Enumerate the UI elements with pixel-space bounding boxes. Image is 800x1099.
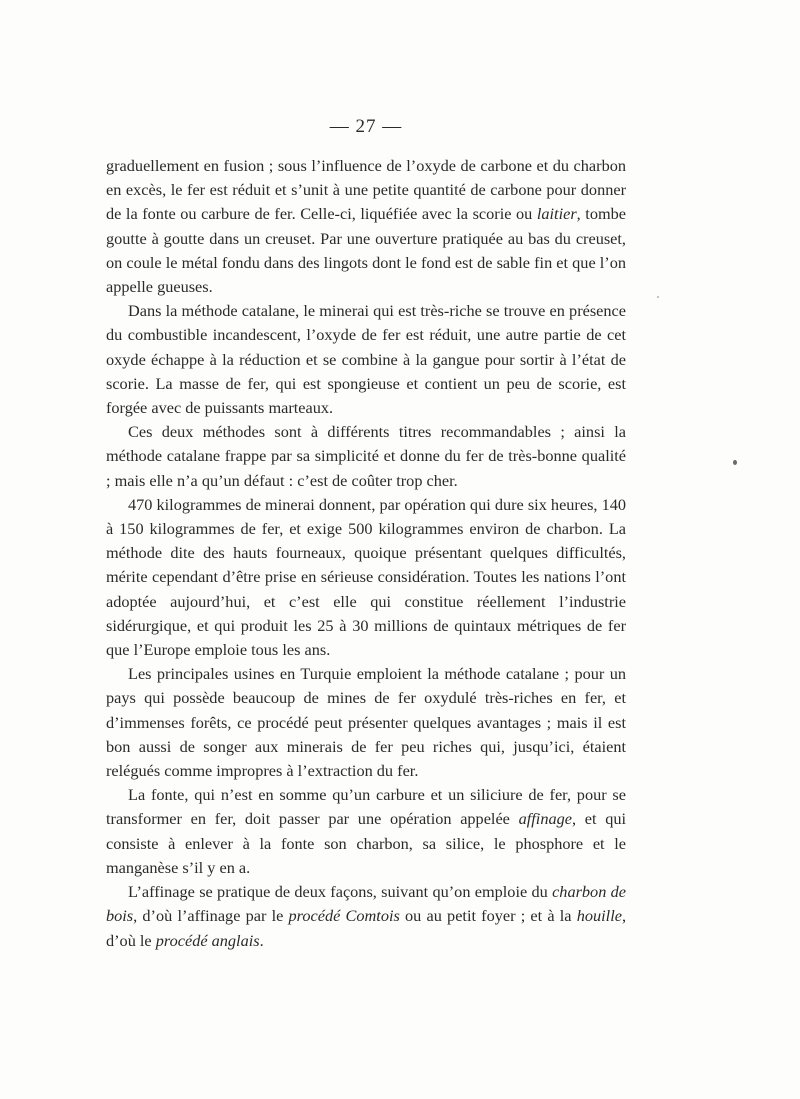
page-number: — 27 — (329, 116, 403, 137)
text-run: , tombe goutte à goutte dans un creuset. Par une ouverture pratiquée au bas du creuset, on coule le métal fondu dans des lingots dont le fond est de sable fin et que l’on appelle gueuses. (106, 204, 626, 297)
text-run: 470 kilogrammes de minerai donnent, par opération qui dure six heures, 140 à 150 kilogrammes de fer, et exige 500 kilogrammes environ de charbon. La méthode dite des hauts fourneaux, quoique présentant quelques difficultés, mérite cependant d’être prise en sérieuse considération. Toutes les nations l’ont adoptée aujourd’hui, et c’est elle qui constitue réellement l’industrie sidérurgique, et qui produit les 25 à 30 millions de quintaux métriques de fer que l’Europe emploie tous les ans. (106, 494, 626, 660)
italic-term: charbon de bois (106, 882, 627, 926)
italic-term: houille (576, 906, 622, 926)
text-run: Les principales usines en Turquie emploient la méthode catalane ; pour un pays qui possède beaucoup de mines de fer oxydulé très-riches en fer, et d’immenses forêts, ce procédé peut présenter quelques avantages ; mais il est bon aussi de songer aux minerais de fer peu riches qui, jusqu’ici, étaient relégués comme impropres à l’extraction du fer. (106, 664, 626, 781)
text-run: graduellement en fusion ; sous l’influence de l’oxyde de carbone et du charbon en excès, le fer est réduit et s’unit à une petite quantité de carbone pour donner de la fonte ou carbure de fer. Celle-ci, liquéfiée avec la scorie ou (106, 156, 626, 224)
paragraph (106, 880, 626, 953)
paragraph (106, 154, 626, 299)
text-run: L’affinage se pratique de deux façons, suivant qu’on emploie du (128, 882, 553, 902)
paragraph (106, 299, 626, 420)
italic-term: laitier (536, 204, 577, 224)
paper-speck (733, 460, 737, 465)
text-run: , d’où le (106, 906, 627, 950)
paragraph (106, 662, 626, 783)
italic-term: procédé Comtois (288, 906, 400, 926)
paragraph (106, 420, 626, 493)
text-run: . (259, 930, 264, 950)
italic-term: procédé anglais (155, 930, 260, 950)
paragraph (106, 493, 626, 662)
page-content (106, 116, 626, 953)
text-run: Dans la méthode catalane, le minerai qui est très-riche se trouve en présence du combustible incandescent, l’oxyde de fer est réduit, une autre partie de cet oxyde échappe à la réduction et se combine à la gangue pour sortir à l’état de scorie. La masse de fer, qui est spongieuse et contient un peu de scorie, est forgée avec de puissants marteaux. (106, 301, 626, 418)
paper-speck (657, 296, 659, 298)
text-run: La fonte, qui n’est en somme qu’un carbure et un siliciure de fer, pour se transformer en fer, doit passer par une opération appelée (106, 785, 626, 829)
text-run: Ces deux méthodes sont à différents titres recommandables ; ainsi la méthode catalane frappe par sa simplicité et donne du fer de très-bonne qualité ; mais elle n’a qu’un défaut : c’est de coûter trop cher. (106, 422, 626, 490)
italic-term: affinage (518, 809, 572, 829)
text-run: , et qui consiste à enlever à la fonte son charbon, sa silice, le phosphore et le manganèse s’il y en a. (106, 809, 626, 877)
text-run: ou au petit foyer ; et à la (399, 906, 577, 926)
body-text (106, 154, 626, 953)
paragraph (106, 783, 626, 880)
text-run: , d’où l’affinage par le (133, 906, 289, 926)
